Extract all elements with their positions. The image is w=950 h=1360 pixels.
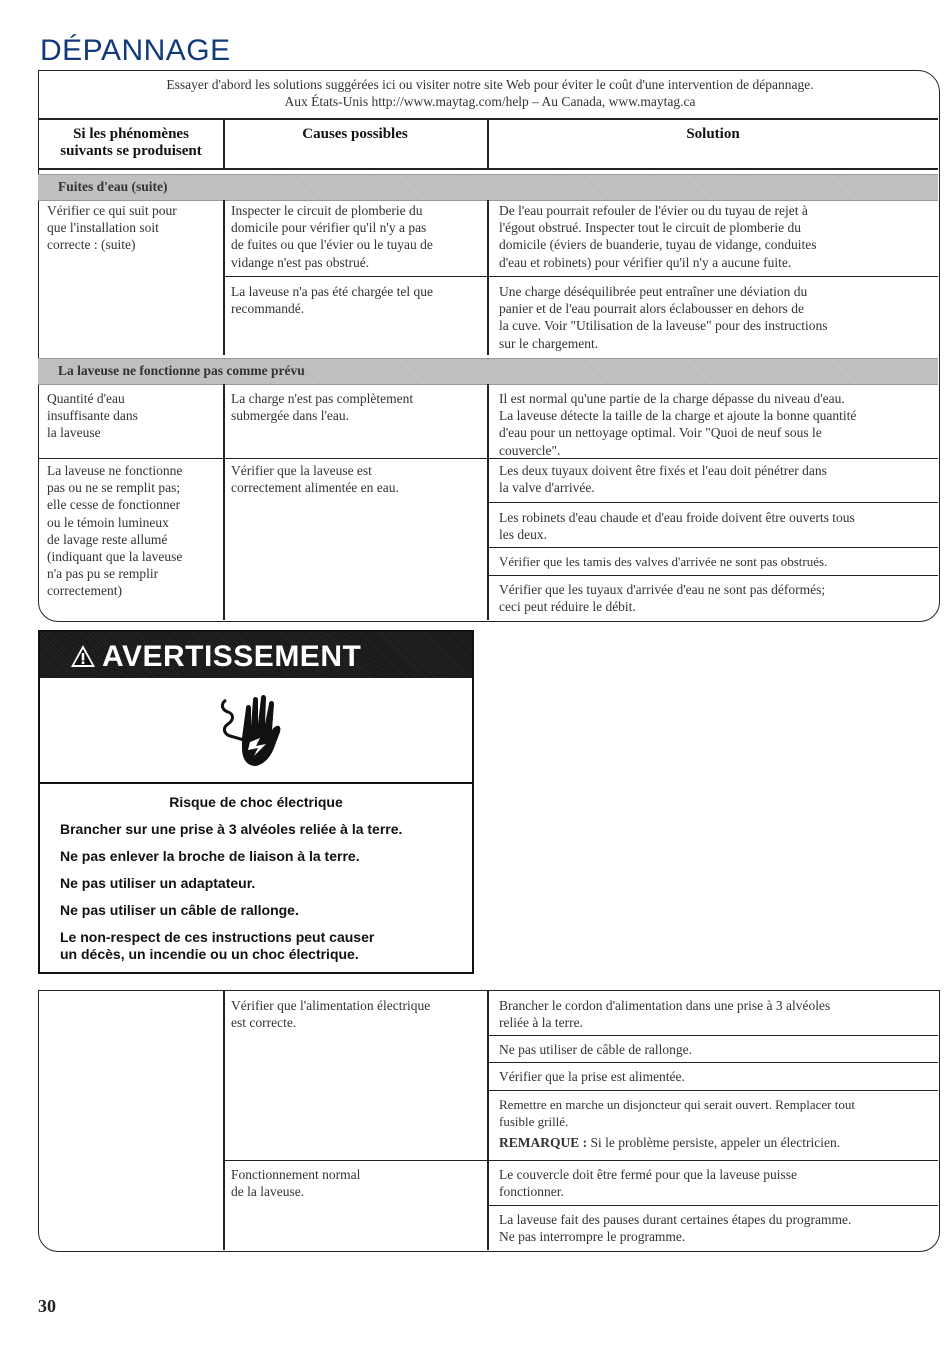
solution-lid-closed: Le couvercle doit être fermé pour que la laveuse puisse fonctionner. [499, 1167, 797, 1200]
warning-box [38, 630, 474, 974]
solution-breaker: Remettre en marche un disjoncteur qui serait ouvert. Remplacer tout fusible grillé. REMARQUE : Si le problème persiste, appeler un électricien. [499, 1096, 935, 1152]
warning-body [40, 782, 472, 974]
phenomenon-not-filling: La laveuse ne fonctionne pas ou ne se remplit pas; elle cesse de fonctionner ou le témoin lumineux de lavage reste allumé (indiquant que la laveuse n'a pas pu se remplir correctement) [47, 463, 183, 599]
warning-line: Le non-respect de ces instructions peut causer [60, 929, 375, 945]
solution-pauses: La laveuse fait des pauses durant certaines étapes du programme. Ne pas interrompre le programme. [499, 1212, 852, 1245]
solution-submerged: Il est normal qu'une partie de la charge dépasse du niveau d'eau. La laveuse détecte la taille de la charge et ajoute la bonne quantité d'eau pour un nettoyage optimal. Voir "Quoi de neuf sous le couvercle". [499, 391, 857, 458]
header-solution: Solution [686, 126, 740, 142]
solution-loading: Une charge déséquilibrée peut entraîner une déviation du panier et de l'eau pourrait alors éclabousser en dehors de la cuve. Voir "Utilisation de la laveuse" pour des instructions sur le chargement. [499, 284, 828, 351]
solution-screens: Vérifier que les tamis des valves d'arrivée ne sont pas obstrués. [499, 554, 828, 569]
page-number: 30 [38, 1296, 56, 1316]
cause-plumbing: Inspecter le circuit de plomberie du domicile pour vérifier qu'il n'y a pas de fuites ou que l'évier ou le tuyau de vidange n'est pas obstrué. [231, 203, 433, 270]
electric-shock-hand-icon [216, 690, 296, 774]
cause-power-supply: Vérifier que l'alimentation électrique est correcte. [231, 998, 431, 1031]
solution-kinked-hoses: Vérifier que les tuyaux d'arrivée d'eau ne sont pas déformés; ceci peut réduire le débit. [499, 582, 826, 615]
intro-text [60, 76, 920, 110]
warning-line: Ne pas utiliser un câble de rallonge. [60, 902, 299, 918]
phenomenon-low-water: Quantité d'eau insuffisante dans la laveuse [47, 391, 138, 441]
remark-label: REMARQUE : [499, 1135, 588, 1151]
warning-risk-title: Risque de choc électrique [169, 794, 343, 810]
warning-triangle-icon [70, 644, 96, 668]
section-band-leaks: Fuites d'eau (suite) [38, 174, 938, 201]
remark-text: Si le problème persiste, appeler un électricien. [587, 1135, 841, 1151]
solution-hoses: Les deux tuyaux doivent être fixés et l'eau doit pénétrer dans la valve d'arrivée. [499, 463, 827, 496]
warning-line: Ne pas utiliser un adaptateur. [60, 875, 256, 891]
warning-line: Ne pas enlever la broche de liaison à la terre. [60, 848, 360, 864]
cause-submerged: La charge n'est pas complètement submergée dans l'eau. [231, 391, 414, 424]
cause-loading: La laveuse n'a pas été chargée tel que recommandé. [231, 284, 433, 317]
header-causes: Causes possibles [302, 126, 408, 142]
intro-line-2: Aux États-Unis http://www.maytag.com/help – Au Canada, www.maytag.ca [284, 94, 696, 109]
solution-no-extension: Ne pas utiliser de câble de rallonge. [499, 1042, 693, 1057]
intro-line-1: Essayer d'abord les solutions suggérées ici ou visiter notre site Web pour éviter le coût d'une intervention de dépannage. [166, 77, 814, 92]
cause-water-supply: Vérifier que la laveuse est correctement alimentée en eau. [231, 463, 399, 496]
warning-line: un décès, un incendie ou un choc électrique. [60, 946, 359, 962]
cause-normal-operation: Fonctionnement normal de la laveuse. [231, 1167, 361, 1200]
header-phenomena: Si les phénomènes suivants se produisent [60, 126, 202, 159]
section-band-not-working: La laveuse ne fonctionne pas comme prévu [38, 358, 938, 385]
solution-plug-in: Brancher le cordon d'alimentation dans une prise à 3 alvéoles reliée à la terre. [499, 998, 831, 1031]
warning-header: AVERTISSEMENT [40, 632, 472, 678]
solution-outlet-powered: Vérifier que la prise est alimentée. [499, 1069, 685, 1084]
remark [499, 1134, 935, 1151]
solution-plumbing: De l'eau pourrait refouler de l'évier ou du tuyau de rejet à l'égout obstrué. Inspecter tout le circuit de plomberie du domicile (éviers de buanderie, tuyau de vidange, conduites d'eau et robinets) pour vérifier qu'il n'y a aucune fuite. [499, 203, 817, 270]
warning-line: Brancher sur une prise à 3 alvéoles reliée à la terre. [60, 821, 403, 837]
phenomenon-installation: Vérifier ce qui suit pour que l'installation soit correcte : (suite) [47, 203, 177, 253]
page-title: DÉPANNAGE [40, 34, 231, 67]
solution-faucets: Les robinets d'eau chaude et d'eau froide doivent être ouverts tous les deux. [499, 510, 855, 543]
